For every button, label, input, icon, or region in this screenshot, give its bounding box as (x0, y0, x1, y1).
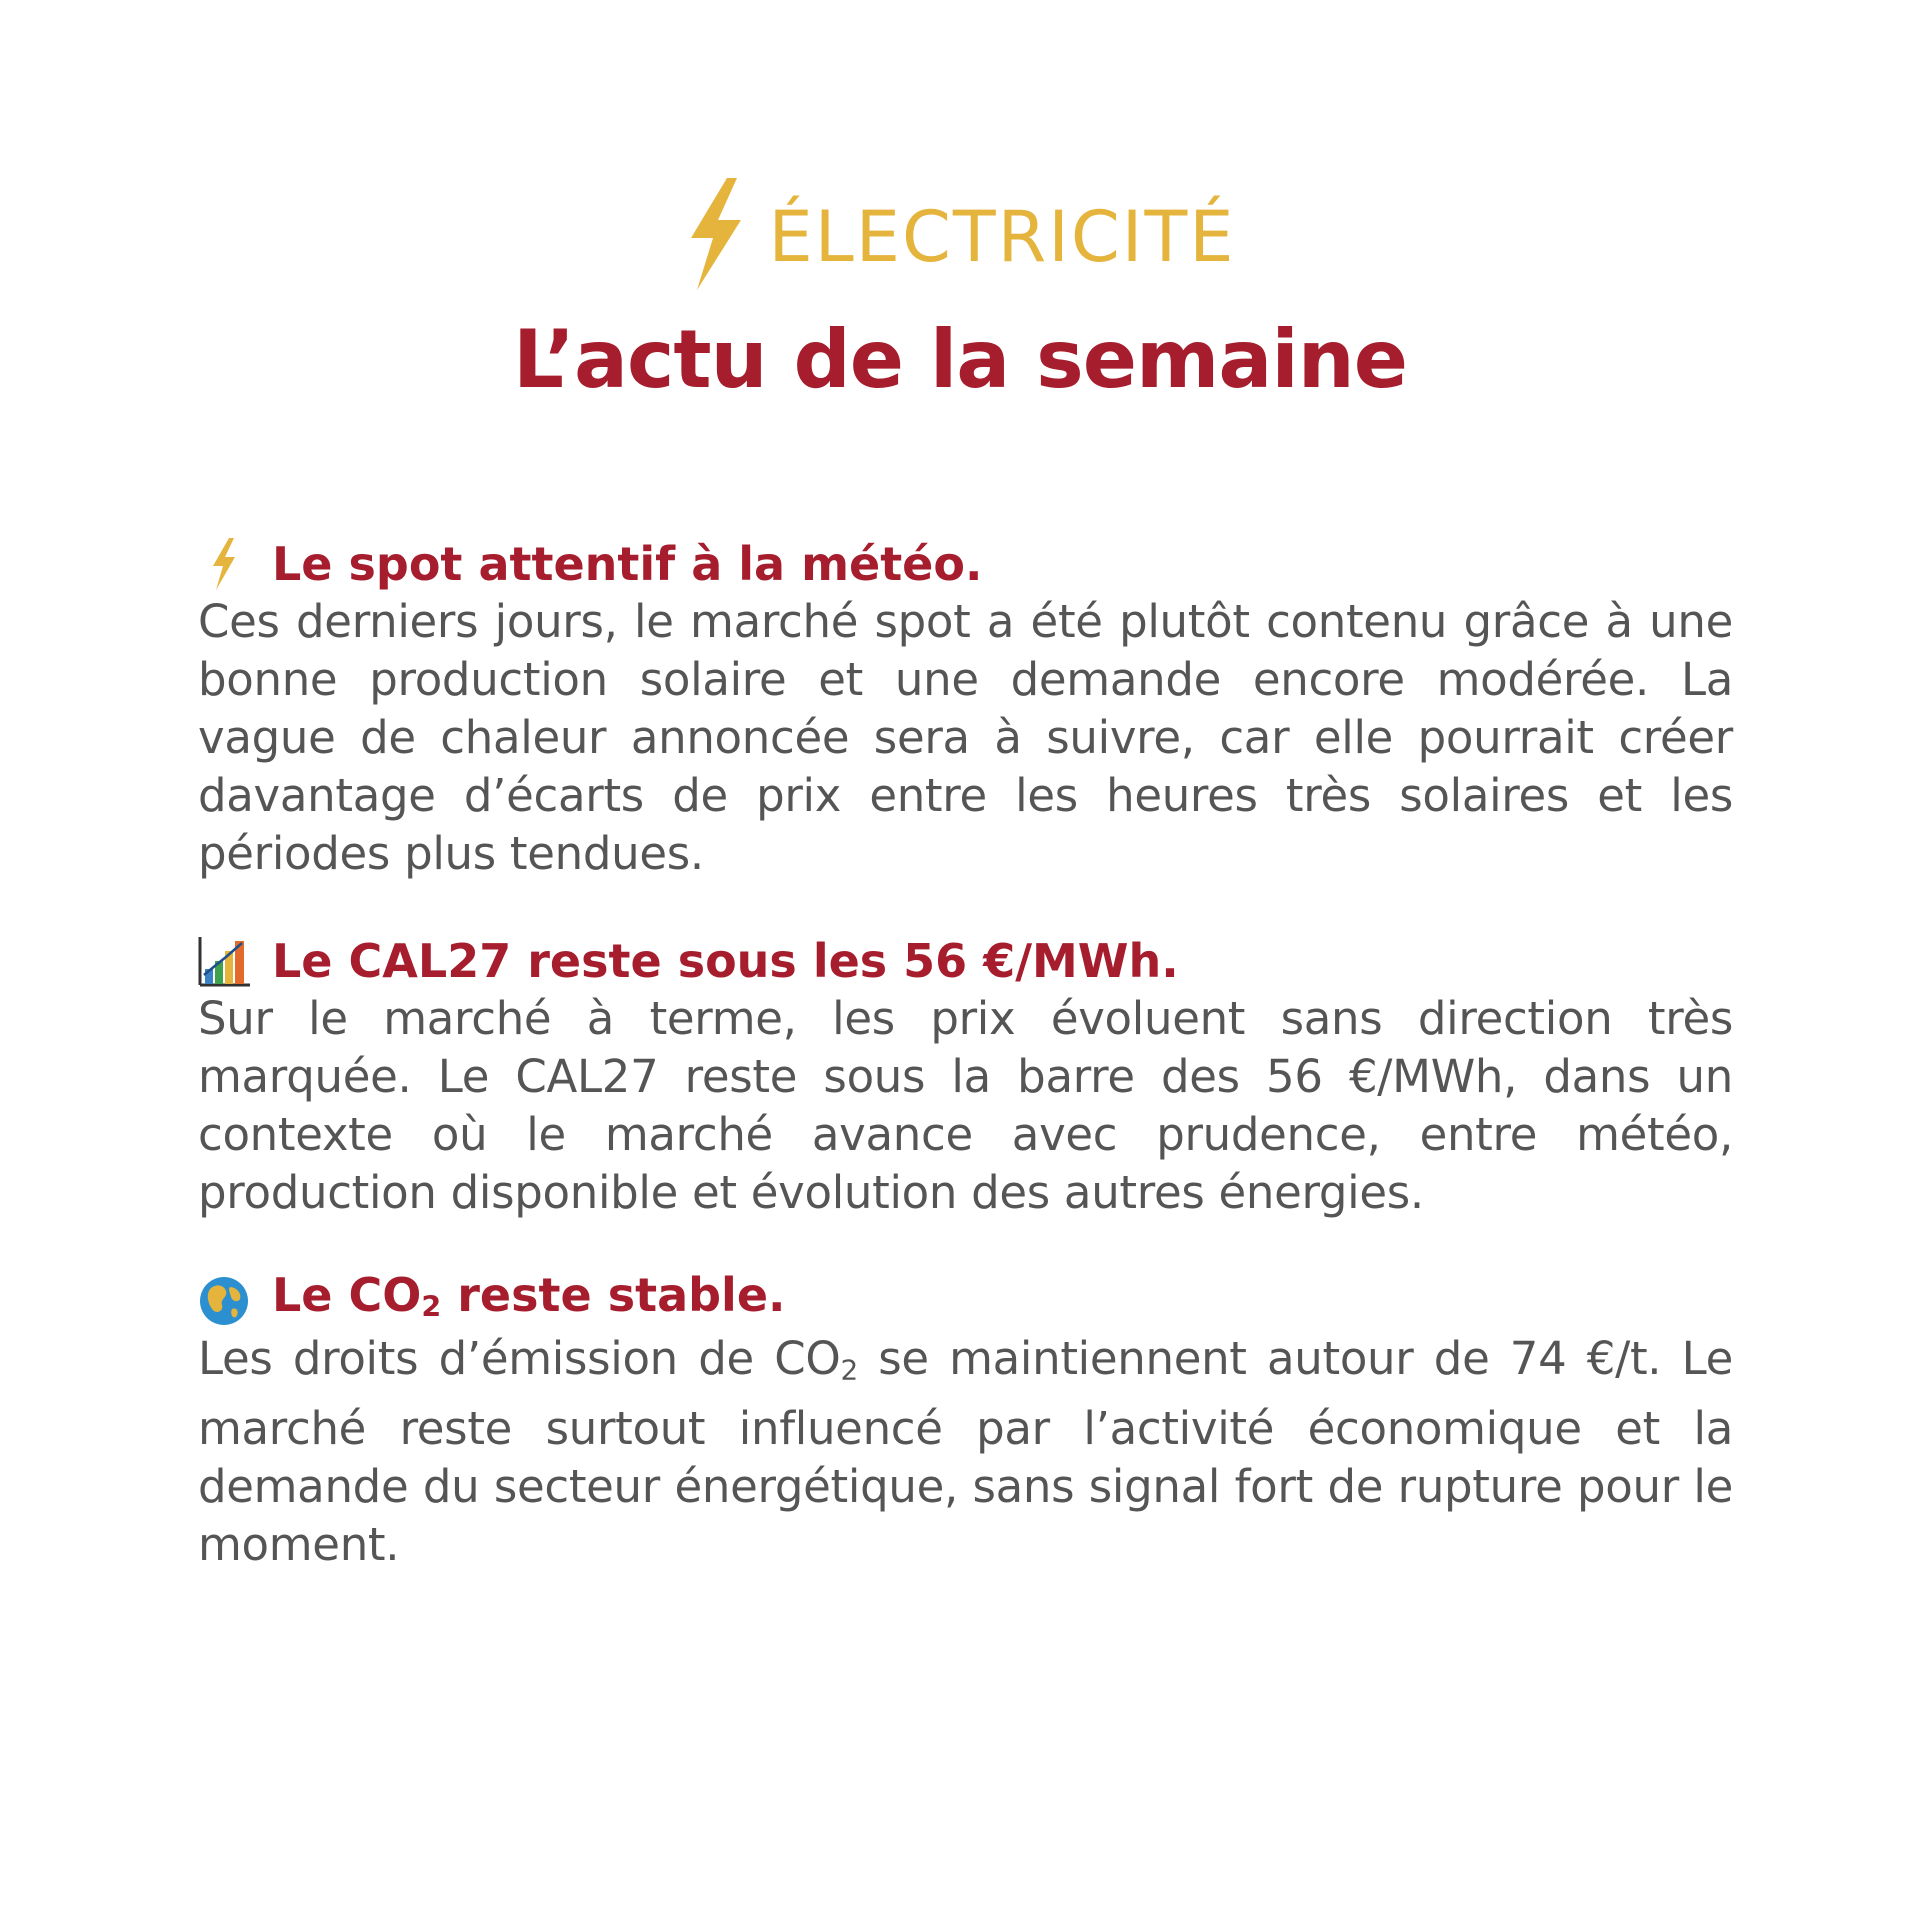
section-header (198, 1267, 1733, 1330)
section-header (198, 932, 1733, 990)
section-kicker (0, 178, 1920, 290)
body-prefix: Les droits d’émission de CO (198, 1332, 841, 1385)
bar-chart-icon (198, 935, 250, 987)
title-suffix: reste stable. (441, 1267, 786, 1322)
body-subscript: 2 (840, 1353, 858, 1387)
section-body (198, 1330, 1733, 1574)
lightning-bolt-icon (685, 178, 745, 290)
section-body: Ces derniers jours, le marché spot a été plutôt contenu grâce à une bonne production solaire et une demande encore modérée. La vague de chaleur annoncée sera à suivre, car elle pourrait créer davantage d’écarts de prix entre les heures très solaires et les périodes plus tendues. (198, 595, 1733, 880)
news-section-cal27 (198, 932, 1733, 1222)
section-title: Le spot attentif à la météo. (272, 537, 983, 591)
section-title: Le CAL27 reste sous les 56 €/MWh. (272, 934, 1179, 988)
section-body: Sur le marché à terme, les prix évoluent sans direction très marquée. Le CAL27 reste sous la barre des 56 €/MWh, dans un contexte où le marché avance avec prudence, entre météo, production disponible et évolution des autres énergies. (198, 992, 1733, 1219)
page-title: L’actu de la semaine (513, 313, 1407, 406)
title-prefix: Le CO (272, 1267, 422, 1322)
title-subscript: 2 (421, 1290, 442, 1324)
section-title (272, 1266, 786, 1337)
kicker-label: ÉLECTRICITÉ (768, 196, 1236, 278)
lightning-bolt-icon (198, 538, 250, 590)
news-section-spot (198, 535, 1733, 883)
body-suffix: se maintiennent autour de 74 €/t. Le marché reste surtout influencé par l’activité économique et la demande du secteur énergétique, sans signal fort de rupture pour le moment. (198, 1332, 1734, 1571)
globe-icon (198, 1275, 250, 1327)
section-header (198, 535, 1733, 593)
news-section-co2 (198, 1267, 1734, 1574)
